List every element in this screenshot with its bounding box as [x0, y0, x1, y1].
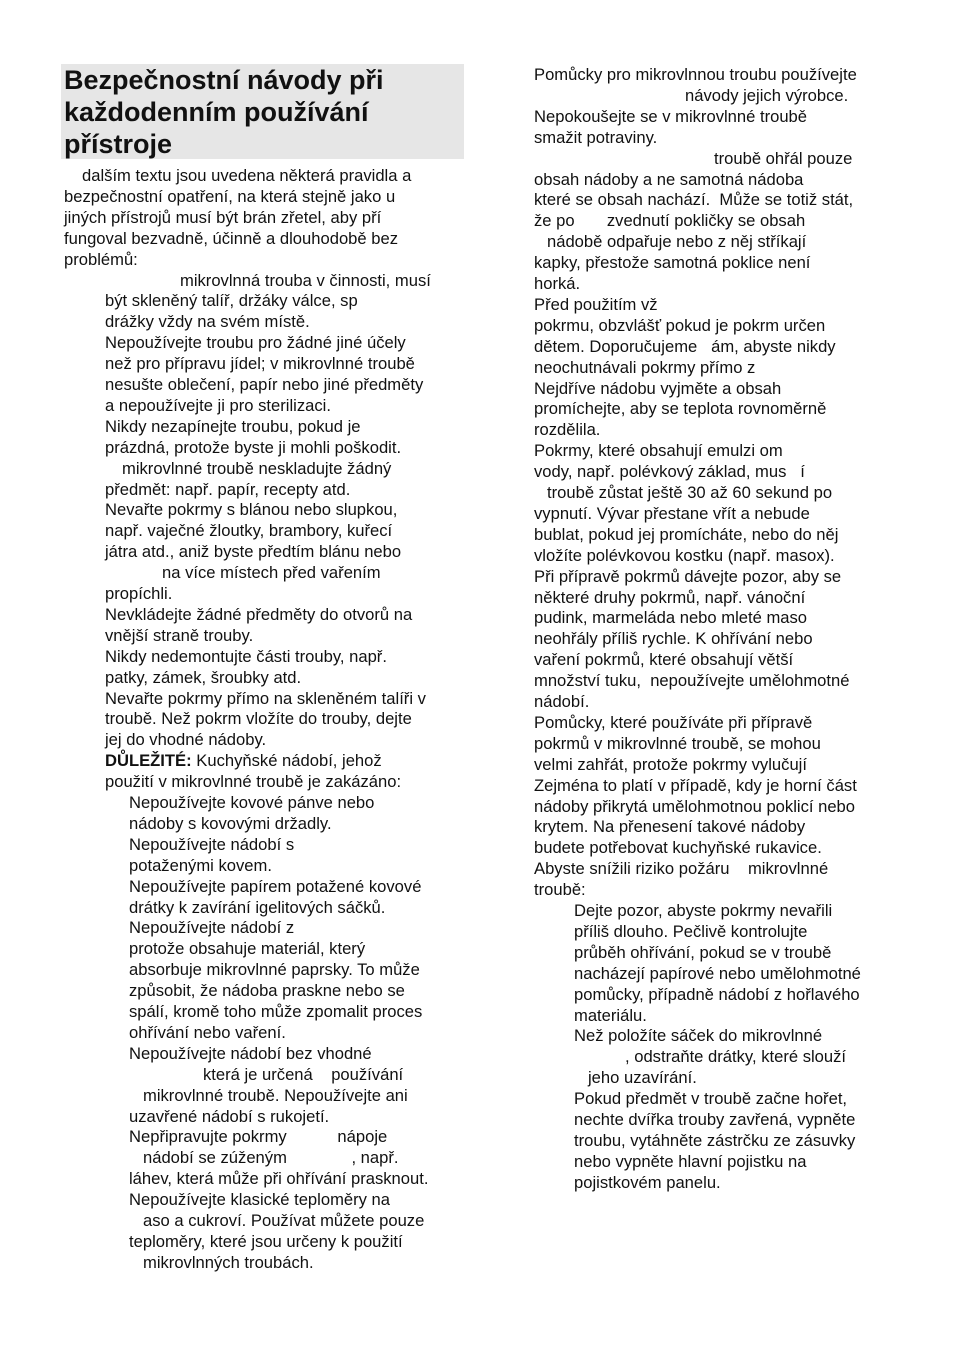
text-line: Než položíte sáček do mikrovlnné: [574, 1026, 823, 1046]
text-line: jiných přístrojů musí být brán zřetel, aby pří: [64, 207, 382, 227]
text-line: smažit potraviny.: [534, 127, 658, 147]
text-line: láhev, která může při ohřívání prasknout.: [129, 1169, 429, 1189]
text-line: Nevařte pokrmy s blánou nebo slupkou,: [105, 500, 398, 520]
text-line: troubu, vytáhněte zástrčku ze zásuvky: [574, 1130, 856, 1150]
text-line: Nevkládejte žádné předměty do otvorů na: [105, 604, 413, 624]
text-line: pokrmu, obzvlášť pokud je pokrm určen: [534, 315, 826, 335]
text-line: velmi zahřát, protože pokrmy vylučují: [534, 754, 807, 774]
text-line: troubě zůstat ještě 30 až 60 sekund po: [547, 483, 833, 502]
text-line: návody jejich výrobce.: [685, 85, 849, 105]
text-line: drážky vždy na svém místě.: [105, 312, 310, 332]
text-line: aso a cukroví. Používat můžete pouze: [143, 1211, 425, 1230]
text-line: nádobě odpařuje nebo z něj stříkají: [547, 232, 807, 252]
text-line: pomůcky, případně nádobí z hořlavého: [574, 984, 860, 1004]
text-line: ohřívání nebo vaření.: [129, 1022, 286, 1042]
text-line: uzavřené nádobí s rukojetí.: [129, 1106, 330, 1126]
text-line: krytem. Na přenesení takové nádoby: [534, 817, 806, 837]
text-line: protože obsahuje materiál, který: [129, 939, 366, 959]
text-line: nechte dvířka trouby zavřená, vypněte: [574, 1110, 856, 1129]
text-line: pokrmů v mikrovlnné troubě, se mohou: [534, 733, 821, 753]
title-line: přístroje: [64, 129, 173, 159]
text-line: obsah nádoby a ne samotná nádoba: [534, 169, 804, 189]
text-line: Nepoužívejte nádobí bez vhodné: [129, 1043, 372, 1063]
text-line: rozdělila.: [534, 420, 601, 440]
text-line: průběh ohřívání, pokud se v troubě: [574, 942, 832, 962]
text-line: nádobí.: [534, 692, 590, 711]
text-line: kapky, přestože samotná poklice není: [534, 253, 811, 273]
text-line: budete potřebovat kuchyňské rukavice.: [534, 838, 822, 858]
text-line: prázdná, protože byste ji mohli poškodit.: [105, 437, 402, 457]
text-line: vložíte polévkovou kostku (např. masox).: [534, 545, 835, 565]
text-line: Nejdříve nádobu vyjměte a obsah: [534, 378, 782, 398]
text-line: mikrovlnných troubách.: [143, 1252, 314, 1272]
text-line: troubě. Než pokrm vložíte do trouby, dejte: [105, 709, 412, 729]
text-line: Zejména to platí v případě, kdy je horní část: [534, 775, 857, 795]
text-line: vypnutí. Vývar přestane vřít a nebude: [534, 503, 810, 523]
text-line: propíchli.: [105, 584, 173, 603]
text-line: spálí, kromě toho může zpomalit proces: [129, 1002, 423, 1021]
text-line: materiálu.: [574, 1005, 647, 1025]
text-line: neohřály příliš rychle. K ohřívání nebo: [534, 629, 813, 649]
text-line: játra atd., aniž byste předtím blánu nebo: [105, 542, 402, 562]
text-line: teploměry, které jsou určeny k použití: [129, 1231, 403, 1251]
text-line: absorbuje mikrovlnné paprsky. To může: [129, 960, 420, 980]
text-line: příliš dlouho. Pečlivě kontrolujte: [574, 921, 808, 941]
text-line: Při přípravě pokrmů dávejte pozor, aby se: [534, 566, 842, 586]
text-line: že po zvednutí pokličky se obsah: [534, 211, 806, 231]
bold-label: DŮLEŽITÉ:: [105, 751, 192, 771]
text-line: dětem. Doporučujeme ám, abyste nikdy: [534, 336, 836, 356]
text-line: Nepoužívejte papírem potažené kovové: [129, 876, 422, 896]
text-line: Abyste snížili riziko požáru mikrovlnné: [534, 859, 829, 879]
text-line: bezpečnostní opatření, na která stejně jako u: [64, 186, 396, 206]
text-line: potaženými kovem.: [129, 855, 272, 875]
text-line: promíchejte, aby se teplota rovnoměrně: [534, 399, 827, 419]
text-line: Nevařte pokrmy přímo na skleněném talíři v: [105, 688, 426, 708]
text-line: pudink, marmeláda nebo mleté maso: [534, 608, 808, 628]
text-line: problémů:: [64, 249, 138, 269]
text-line: mikrovlnné troubě. Nepoužívejte ani: [143, 1085, 408, 1105]
text-line: některé druhy pokrmů, např. vánoční: [534, 587, 806, 607]
text-line: mikrovlnná trouba v činnosti, musí: [180, 270, 431, 290]
text-line: a nepoužívejte ji pro sterilizaci.: [105, 395, 331, 415]
text-line: Pomůcky pro mikrovlnnou troubu používejte: [534, 65, 857, 84]
text-line: než pro přípravu jídel; v mikrovlnné troubě: [105, 354, 415, 374]
text-line: Pokrmy, které obsahují emulzi om: [534, 441, 783, 461]
text-line: DŮLEŽITÉ: Kuchyňské nádobí, jehož: [105, 751, 382, 771]
text-line: Nepokoušejte se v mikrovlnné troubě: [534, 106, 808, 126]
text-line: nádoby přikrytá umělohmotnou poklicí nebo: [534, 796, 856, 816]
text-line: způsobit, že nádoba praskne nebo se: [129, 981, 405, 1001]
title-line: každodenním používání: [64, 97, 369, 127]
text-line: jej do vhodné nádoby.: [105, 730, 267, 750]
text-line: Nepřipravujte pokrmy nápoje: [129, 1127, 388, 1147]
text-line: neochutnávali pokrmy přímo z: [534, 357, 756, 377]
text-line: vaření pokrmů, které obsahují větší: [534, 650, 794, 670]
text-line: množství tuku, nepoužívejte umělohmotné: [534, 671, 850, 691]
text-line: nádobí se zúženým , např.: [143, 1148, 399, 1168]
text-line: Pomůcky, které používáte při přípravě: [534, 712, 813, 732]
page-title: [64, 64, 462, 160]
text-line: nacházejí papírové nebo umělohmotné: [574, 963, 861, 983]
text-line: mikrovlnné troubě neskladujte žádný: [122, 458, 392, 478]
text-line: Nepoužívejte klasické teploměry na: [129, 1190, 391, 1210]
text-line: dalším textu jsou uvedena některá pravidla a: [82, 166, 412, 185]
text-line: patky, zámek, šroubky atd.: [105, 667, 302, 687]
text-line: Nepoužívejte kovové pánve nebo: [129, 793, 375, 812]
text-line: Nikdy nedemontujte části trouby, např.: [105, 646, 387, 666]
text-line: Nepoužívejte nádobí z: [129, 918, 295, 938]
text-line: troubě ohřál pouze: [714, 148, 853, 168]
text-line: např. vaječné žloutky, brambory, kuřecí: [105, 521, 393, 541]
text-line: Nepoužívejte troubu pro žádné jiné účely: [105, 333, 406, 353]
title-line: Bezpečnostní návody při: [64, 65, 384, 95]
text-line: pojistkovém panelu.: [574, 1172, 721, 1192]
text-line: horká.: [534, 274, 581, 293]
text-line: nádoby s kovovými držadly.: [129, 813, 332, 833]
text-line: vody, např. polévkový základ, mus í: [534, 462, 805, 482]
text-line: jeho uzavírání.: [588, 1068, 697, 1088]
text-line: , odstraňte drátky, které slouží: [625, 1047, 847, 1067]
text-line: Nepoužívejte nádobí s: [129, 834, 295, 854]
text-line: troubě:: [534, 880, 586, 900]
text-line: být skleněný talíř, držáky válce, sp: [105, 291, 358, 311]
text-line: která je určená používání: [203, 1064, 404, 1084]
text-line: Nikdy nezapínejte troubu, pokud je: [105, 416, 361, 436]
text-line: na více místech před vařením: [162, 563, 381, 583]
text-line: fungoval bezvadně, účinně a dlouhodobě bez: [64, 228, 398, 248]
text-line: nebo vypněte hlavní pojistku na: [574, 1151, 807, 1171]
text-line: Před použitím vž: [534, 294, 658, 314]
text-line: předmět: např. papír, recepty atd.: [105, 479, 351, 499]
text-line: nesušte oblečení, papír nebo jiné předměty: [105, 375, 424, 394]
text-line: vnější straně trouby.: [105, 625, 254, 645]
text-line: bublat, pokud jej promícháte, nebo do něj: [534, 524, 839, 544]
text-line: použití v mikrovlnné troubě je zakázáno:: [105, 772, 402, 792]
text-line: které se obsah nachází. Může se totiž stát,: [534, 190, 854, 210]
text-line: Pokud předmět v troubě začne hořet,: [574, 1089, 848, 1109]
text-line: drátky k zavírání igelitových sáčků.: [129, 897, 386, 917]
text-line: Dejte pozor, abyste pokrmy nevařili: [574, 901, 833, 920]
